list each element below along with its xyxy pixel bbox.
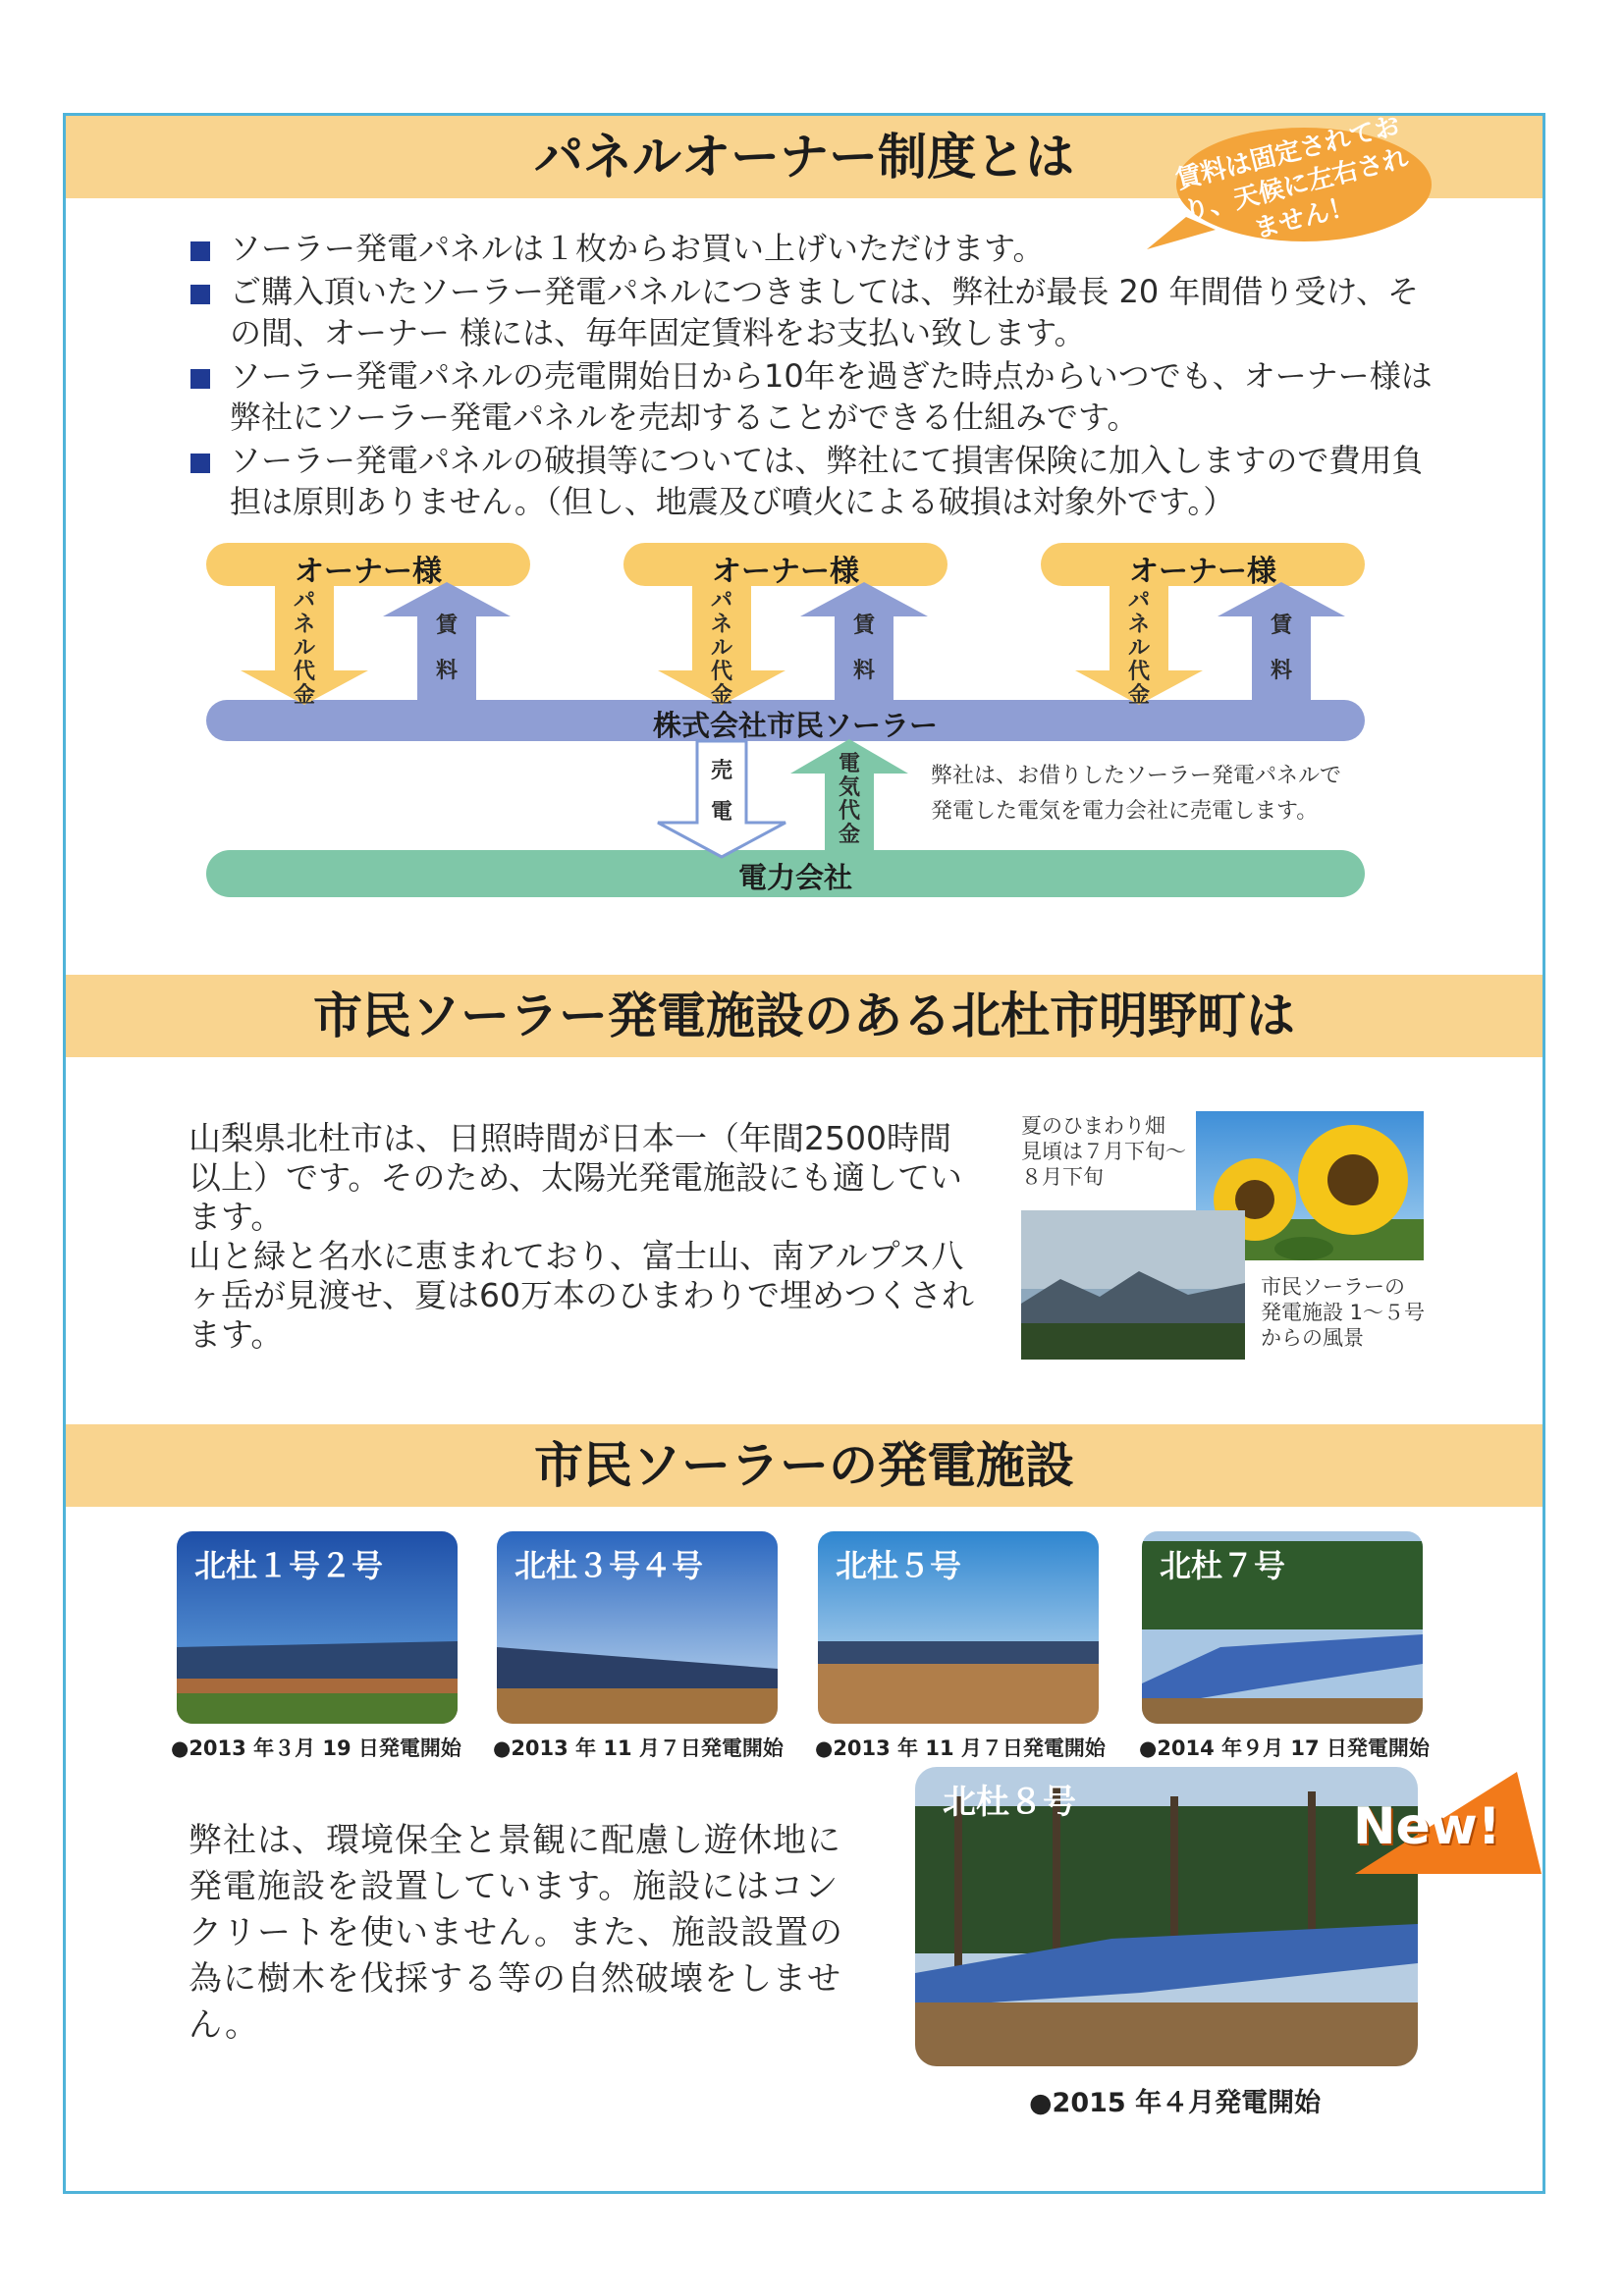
square-bullet-icon [190,369,210,389]
square-bullet-icon [190,241,210,261]
square-bullet-icon [190,285,210,304]
facility-date-3: ●2013 年 11 月７日発電開始 [815,1736,1106,1760]
flow-diagram [196,543,1375,906]
environment-description: 弊社は、環境保全と景観に配慮し遊休地に発電施設を設置しています。施設にはコンクリートを使いません。また、施設設置の為に樹木を伐採する等の自然破壊をしません。 [189,1821,844,2045]
facility-card-1 [177,1531,458,1724]
rent-label-3: 賃料 [1270,614,1292,683]
power-company-label: 電力会社 [737,861,852,894]
diagram-note: 弊社は、お借りしたソーラー発電パネルで 発電した電気を電力会社に売電します。 [931,764,1342,824]
landscape-caption: 市民ソーラーの 発電施設 1〜５号 からの風景 [1261,1275,1426,1350]
facility-name: 北杜１号２号 [194,1547,384,1584]
facility-date-4: ●2014 年９月 17 日発電開始 [1139,1736,1430,1760]
landscape-photo [1021,1210,1245,1360]
list-item: ソーラー発電パネルの売電開始日から10年を過ぎた時点からいつでも、オーナー様は弊社にソーラー発電パネルを売却することができる仕組みです。 [189,355,1445,438]
square-bullet-icon [190,454,210,473]
list-item: ソーラー発電パネルは１枚からお買い上げいただけます。 [189,228,1445,269]
facility-name: 北杜５号 [836,1547,962,1584]
facility-date-2: ●2013 年 11 月７日発電開始 [493,1736,784,1760]
new-badge-icon [1335,1772,1542,1874]
rent-label-2: 賃料 [852,614,875,683]
owner-label-2: オーナー様 [712,555,859,589]
new-badge-text: New! [1353,1797,1501,1856]
owner-label-1: オーナー様 [295,555,442,589]
rent-label-1: 賃料 [435,614,458,683]
electricity-fee-label: 電気代金 [838,752,860,847]
facility-card-2 [497,1531,778,1724]
list-item: ご購入頂いたソーラー発電パネルにつきましては、弊社が最長 20 年間借り受け、その間、オーナー 様には、毎年固定賃料をお支払い致します。 [189,271,1445,353]
company-label: 株式会社市民ソーラー [652,709,938,742]
featured-facility-date: ●2015 年４月発電開始 [1029,2088,1322,2118]
panel-fee-label-3: パネル代金 [1127,589,1150,708]
sunflower-caption: 夏のひまわり畑 見頃は７月下旬〜 ８月下旬 [1021,1114,1186,1189]
facility-card-3 [818,1531,1099,1724]
hokuto-description: 山梨県北杜市は、日照時間が日本一（年間2500時間以上）です。そのため、太陽光発電施設にも適しています。 山と緑と名水に恵まれており、富士山、南アルプス八ヶ岳が見渡せ、夏は60万本のひまわりで埋めつくされます。 [189,1119,975,1354]
panel-fee-label-2: パネル代金 [710,589,732,708]
panel-fee-label-1: パネル代金 [293,589,315,708]
sell-power-label: 売電 [710,759,732,825]
facility-name: 北杜３号４号 [514,1547,704,1584]
featured-facility-name: 北杜８号 [943,1783,1076,1822]
section-title-hokuto: 市民ソーラー発電施設のある北杜市明野町は [66,975,1543,1057]
speech-bubble-text: 賃料は固定されており、天候に左右されません！ [1172,111,1412,245]
section-title-panel-owner: パネルオーナー制度とは [66,116,1543,198]
section-title-facilities: 市民ソーラーの発電施設 [66,1424,1543,1507]
facility-name: 北杜７号 [1160,1547,1286,1584]
list-item: ソーラー発電パネルの破損等については、弊社にて損害保険に加入しますので費用負担は原則ありません。（但し、地震及び噴火による破損は対象外です。） [189,440,1445,522]
facility-card-4 [1142,1531,1423,1724]
facility-date-1: ●2013 年３月 19 日発電開始 [171,1736,461,1760]
owner-label-3: オーナー様 [1129,555,1276,589]
bullet-list [189,228,1445,524]
